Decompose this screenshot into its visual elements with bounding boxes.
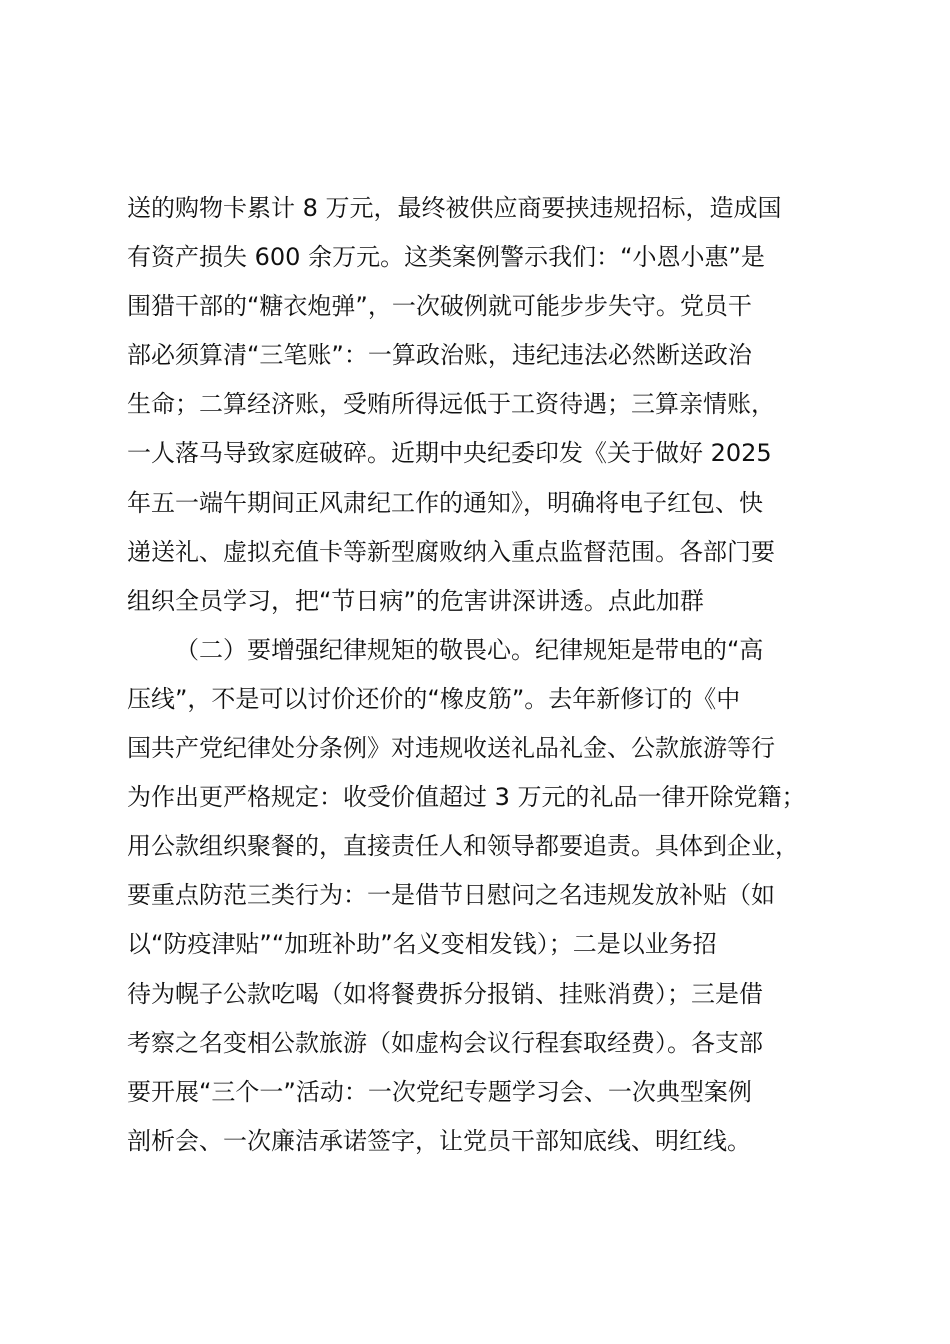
text-line: 递送礼、虚拟充值卡等新型腐败纳入重点监督范围。各部门要 bbox=[127, 537, 775, 566]
text-line: 要开展“三个一”活动：一次党纪专题学习会、一次典型案例 bbox=[127, 1077, 752, 1106]
text-line: 待为幌子公款吃喝（如将餐费拆分报销、挂账消费）；三是借 bbox=[127, 979, 763, 1008]
text-line: 一人落马导致家庭破碎。近期中央纪委印发《关于做好 2025 bbox=[127, 439, 772, 468]
text-line: 有资产损失 600 余万元。这类案例警示我们：“小恩小惠”是 bbox=[127, 243, 765, 272]
text-line: 生命；二算经济账，受贿所得远低于工资待遇；三算亲情账， bbox=[127, 390, 775, 419]
body-text bbox=[127, 184, 847, 1166]
text-line: 送的购物卡累计 8 万元，最终被供应商要挟违规招标，造成国 bbox=[127, 194, 782, 222]
text-line: 用公款组织聚餐的，直接责任人和领导都要追责。具体到企业， bbox=[127, 832, 799, 861]
text-line: 以“防疫津贴”“加班补助”名义变相发钱）；二是以业务招 bbox=[127, 930, 717, 959]
text-line: 组织全员学习，把“节日病”的危害讲深讲透。点此加群 bbox=[127, 586, 704, 615]
text-line: 围猎干部的“糖衣炮弹”，一次破例就可能步步失守。党员干 bbox=[127, 292, 752, 321]
text-line: 压线”，不是可以讨价还价的“橡皮筋”。去年新修订的《中 bbox=[127, 684, 741, 713]
text-line: 考察之名变相公款旅游（如虚构会议行程套取经费）。各支部 bbox=[127, 1028, 763, 1057]
text-line: 为作出更严格规定：收受价值超过 3 万元的礼品一律开除党籍； bbox=[127, 783, 806, 812]
text-line: 国共产党纪律处分条例》对违规收送礼品礼金、公款旅游等行 bbox=[127, 734, 775, 763]
text-line: 部必须算清“三笔账”：一算政治账，违纪违法必然断送政治 bbox=[127, 341, 752, 370]
text-line: 年五一端午期间正风肃纪工作的通知》，明确将电子红包、快 bbox=[127, 488, 763, 517]
section-heading-line: （二）要增强纪律规矩的敬畏心。纪律规矩是带电的“高 bbox=[175, 635, 764, 664]
text-line: 要重点防范三类行为：一是借节日慰问之名违规发放补贴（如 bbox=[127, 881, 775, 910]
text-line: 剖析会、一次廉洁承诺签字，让党员干部知底线、明红线。 bbox=[127, 1126, 751, 1155]
